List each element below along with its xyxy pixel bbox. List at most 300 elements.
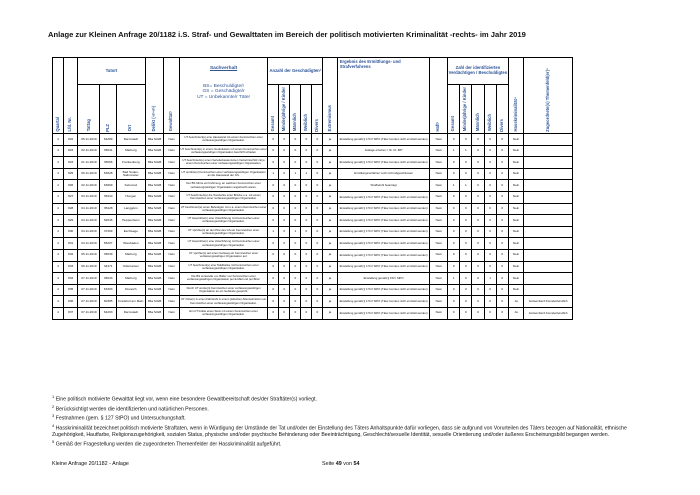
cell-plz: 64646 [100,215,117,227]
cell-v-minderjaehrige: 0 [460,307,472,319]
cell-ort: Frankfurt am Main [117,296,146,308]
cell-lfd-nr: 830 [64,226,78,238]
cell-lfd-nr: 833 [64,261,78,273]
cell-plz: 35041 [100,145,117,157]
cell-v-weiblich: 0 [484,134,496,146]
cell-g-minderjaehrige: 0 [279,134,290,146]
cell-themenfelder [524,203,573,215]
cell-v-minderjaehrige: 0 [460,238,472,250]
cell-quartal: 4 [53,215,64,227]
cell-g-gesamt: 0 [268,284,279,296]
cell-v-divers: 0 [496,296,508,308]
cell-g-gesamt: 0 [268,296,279,308]
cell-v-weiblich: 0 [484,307,496,319]
cell-g-gesamt: 0 [268,180,279,192]
cell-g-divers: 0 [312,284,323,296]
cell-g-gesamt: 0 [268,215,279,227]
cell-v-minderjaehrige: 0 [460,168,472,180]
cell-delikt: 86a StGB [145,307,164,319]
cell-extremismus: ja [323,168,337,180]
cell-plz: 37269 [100,226,117,238]
cell-g-weiblich: 0 [301,203,312,215]
incident-table [52,57,573,320]
cell-v-maennlich: 0 [472,180,484,192]
cell-v-divers: 0 [496,215,508,227]
cell-g-divers: 0 [312,180,323,192]
header-quartal: Quartal [53,58,64,134]
cell-themenfelder [524,273,573,285]
cell-v-weiblich: 0 [484,226,496,238]
cell-lfd-nr: 837 [64,307,78,319]
cell-v-divers: 0 [496,203,508,215]
cell-themenfelder [524,284,573,296]
cell-lfd-nr: 827 [64,191,78,203]
cell-g-minderjaehrige: 0 [279,249,290,261]
cell-gewalttat: Nein [164,180,179,192]
cell-g-maennlich: 0 [290,145,301,157]
cell-v-maennlich: 0 [472,238,484,250]
cell-g-minderjaehrige: 0 [279,215,290,227]
footnote [52,404,652,414]
cell-v-maennlich: 0 [472,191,484,203]
cell-haft: Nein [430,273,448,285]
header-v-minderjaehrige: Minderjährige / Kinder [460,85,472,134]
cell-tattag: 06.11.2019 [78,261,100,273]
cell-v-weiblich: 0 [484,238,496,250]
cell-extremismus: ja [323,157,337,169]
cell-ergebnis: Anklage erhoben = Nr. Nr. 88? [337,145,430,157]
cell-haft: Nein [430,191,448,203]
cell-v-divers: 0 [496,238,508,250]
cell-v-divers: 0 [496,307,508,319]
footnote [52,423,652,439]
cell-ort: Frankenberg [117,157,146,169]
cell-g-minderjaehrige: 0 [279,180,290,192]
cell-hasskriminalitaet: Nein [508,273,523,285]
footnote-number: 1 [52,394,55,399]
cell-g-minderjaehrige: 0 [279,226,290,238]
cell-v-minderjaehrige: 0 [460,296,472,308]
cell-g-weiblich: 0 [301,134,312,146]
cell-ergebnis: Einstellung gemäß § 170 II StPO (Täter konnten nicht ermittelt werden) [337,261,430,273]
footnote-text: Festnahmen (gem. § 127 StPO) und Untersuchungshaft. [55,415,186,422]
cell-lfd-nr: 826 [64,180,78,192]
header-geschaedigte: Anzahl der Geschädigten² [268,58,323,85]
cell-quartal: 4 [53,296,64,308]
cell-extremismus: ja [323,307,337,319]
cell-sachverhalt: UT sprühte(n) an den Pkw des GS ein Kennzeichen einer verfassungswidrigen Organisation. [179,226,267,238]
cell-extremismus: ja [323,145,337,157]
cell-delikt: 86a StGB [145,238,164,250]
cell-v-gesamt: 0 [448,296,460,308]
cell-lfd-nr: 822 [64,134,78,146]
cell-delikt: 86a StGB [145,215,164,227]
cell-sachverhalt: UT beschmiert(e) eine Hauswand mit einem Kennzeichen einer verfassungswidrigen Organisation. [179,134,267,146]
cell-v-weiblich: 0 [484,296,496,308]
cell-delikt: 86a StGB [145,296,164,308]
cell-extremismus: ja [323,261,337,273]
cell-tattag: 02.11.2019 [78,180,100,192]
cell-g-gesamt: 0 [268,145,279,157]
cell-g-minderjaehrige: 0 [279,157,290,169]
cell-plz: 63628 [100,168,117,180]
cell-delikt: 86a StGB [145,134,164,146]
cell-themenfelder [524,157,573,169]
cell-sachverhalt: UT beschmiert(e) einen Befestigter mit u.a. einem Kennzeichen einer verfassungswidrigen Organisation. [179,203,267,215]
cell-g-divers: 0 [312,203,323,215]
cell-plz: 64289 [100,134,117,146]
cell-v-gesamt: 0 [448,168,460,180]
header-g-divers: Divers [312,85,323,134]
header-g-minderjaehrige: Minderjährige / Kinder [279,85,290,134]
cell-g-minderjaehrige: 0 [279,145,290,157]
cell-g-maennlich: 0 [290,273,301,285]
cell-extremismus: ja [323,284,337,296]
cell-g-gesamt: 0 [268,261,279,273]
cell-hasskriminalitaet: Nein [508,215,523,227]
cell-sachverhalt: UT sprühte(n) auf einen Gehweg ein Kennzeichen einer verfassungswidrigen Organisation auf. [179,249,267,261]
cell-lfd-nr: 825 [64,168,78,180]
cell-g-gesamt: 1 [268,226,279,238]
cell-plz: 63303 [100,284,117,296]
cell-v-maennlich: 0 [472,296,484,308]
cell-themenfelder [524,191,573,203]
cell-v-divers: 0 [496,284,508,296]
cell-quartal: 4 [53,157,64,169]
cell-delikt: 86a StGB [145,203,164,215]
cell-v-gesamt: 0 [448,284,460,296]
footnote-number: 5 [52,439,55,445]
cell-sachverhalt: UT ritzte(n) in einen Fahrstuhl in einem jüdischen Altenwohnheim ein Kennzeichen einer verfassungswidrigen Organisation. [179,296,267,308]
cell-themenfelder [524,261,573,273]
cell-g-divers: 0 [312,226,323,238]
cell-sachverhalt: UT beschmiert(e) eine Tafelbänke mit Kennzeichen einer verfassungswidrigen Organisation. [179,261,267,273]
cell-delikt: 86a StGB [145,249,164,261]
cell-v-divers: 0 [496,249,508,261]
cell-hasskriminalitaet: Nein [508,249,523,261]
footnote [52,413,652,423]
cell-v-gesamt: 0 [448,307,460,319]
cell-tattag: 02.11.2019 [78,145,100,157]
cell-g-gesamt: 1 [268,168,279,180]
cell-haft: Nein [430,203,448,215]
cell-g-weiblich: 0 [301,296,312,308]
cell-v-divers: 0 [496,273,508,285]
cell-v-maennlich: 0 [472,284,484,296]
cell-ergebnis: Einstellung gemäß § 170 II StPO (Täter konnten nicht ermittelt werden) [337,226,430,238]
cell-sachverhalt: Durch UT wurde(n) Kennzeichen einer verfassungswidrigen Organisation an ein Gebäude gesprüht. [179,284,267,296]
cell-ort: Hungen [117,191,146,203]
cell-ergebnis: Strafbefehl beantragt [337,180,430,192]
cell-delikt: 86a StGB [145,284,164,296]
cell-ergebnis: Einstellung gemäß § 170 II StPO (Täter konnten nicht ermittelt werden) [337,191,430,203]
cell-g-minderjaehrige: 0 [279,191,290,203]
cell-g-weiblich: 0 [301,226,312,238]
cell-v-divers: 0 [496,134,508,146]
table-row [53,180,573,192]
cell-haft: Nein [430,238,448,250]
cell-quartal: 4 [53,134,64,146]
table-row [53,203,573,215]
table-row [53,284,573,296]
cell-quartal: 4 [53,180,64,192]
cell-ergebnis: Einstellung gemäß § 170 II StPO (Täter konnten nicht ermittelt werden) [337,249,430,261]
cell-lfd-nr: 823 [64,145,78,157]
cell-g-gesamt: 0 [268,273,279,285]
cell-v-maennlich: 0 [472,307,484,319]
cell-v-weiblich: 0 [484,180,496,192]
cell-extremismus: ja [323,296,337,308]
cell-hasskriminalitaet: Nein [508,191,523,203]
cell-delikt: 86a StGB [145,226,164,238]
cell-g-divers: 0 [312,238,323,250]
cell-tattag: 03.11.2019 [78,191,100,203]
cell-g-gesamt: 0 [268,191,279,203]
cell-g-maennlich: 0 [290,180,301,192]
cell-g-gesamt: 0 [268,157,279,169]
cell-delikt: 86a StGB [145,261,164,273]
cell-hasskriminalitaet: Nein [508,157,523,169]
cell-g-weiblich: 0 [301,261,312,273]
cell-quartal: 4 [53,203,64,215]
cell-ort: Marburg [117,145,146,157]
cell-ort: Marburg [117,249,146,261]
cell-ort: Kefenrod [117,180,146,192]
cell-g-minderjaehrige: 0 [279,203,290,215]
cell-g-gesamt: 0 [268,307,279,319]
cell-extremismus: ja [323,180,337,192]
header-plz: PLZ [100,85,117,134]
cell-g-gesamt: 0 [268,238,279,250]
cell-v-gesamt: 1 [448,180,460,192]
cell-v-minderjaehrige: 0 [460,284,472,296]
cell-v-minderjaehrige: 0 [460,134,472,146]
cell-extremismus: ja [323,134,337,146]
cell-haft: Nein [430,145,448,157]
cell-lfd-nr: 836 [64,296,78,308]
cell-g-minderjaehrige: 0 [279,284,290,296]
footnote-text: Berücksichtigt werden die identifizierten und natürlichen Personen. [55,406,209,413]
cell-gewalttat: Nein [164,203,179,215]
cell-extremismus: ja [323,273,337,285]
cell-sachverhalt: UT besprühte(n) eine Unterführung mit Kennzeichen einer verfassungswidrigen Organisation. [179,215,267,227]
cell-quartal: 4 [53,249,64,261]
sachverhalt-title: Sachverhalt [209,66,238,71]
sachverhalt-legend-gs: GS = Geschädigte/r [202,89,245,95]
cell-sachverhalt: UT sprühte(n) Kennzeichen einer verfassungswidrigen Organisation an die Hauswand der GS. [179,168,267,180]
cell-v-weiblich: 1 [484,273,496,285]
cell-extremismus: ja [323,238,337,250]
cell-ergebnis: Einstellung gemäß § 170 II StPO (Täter konnten nicht ermittelt werden) [337,134,430,146]
cell-v-gesamt: 0 [448,226,460,238]
cell-v-minderjaehrige: 0 [460,215,472,227]
cell-g-weiblich: 0 [301,249,312,261]
sachverhalt-legend-ut: UT = Unbekannte/r Täter [197,94,251,100]
cell-gewalttat: Nein [164,296,179,308]
cell-hasskriminalitaet: Nein [508,261,523,273]
header-gewalttat: Gewalttat¹ [164,58,179,134]
cell-haft: Nein [430,168,448,180]
cell-quartal: 4 [53,168,64,180]
cell-g-gesamt: 0 [268,249,279,261]
cell-v-minderjaehrige: 0 [460,157,472,169]
cell-g-maennlich: 1 [290,226,301,238]
cell-g-divers: 0 [312,157,323,169]
cell-gewalttat: Nein [164,284,179,296]
cell-quartal: 4 [53,145,64,157]
cell-g-weiblich: 0 [301,215,312,227]
header-g-weiblich: Weiblich [301,85,312,134]
cell-gewalttat: Nein [164,307,179,319]
cell-hasskriminalitaet: Nein [508,226,523,238]
cell-haft: Nein [430,226,448,238]
cell-v-maennlich: 0 [472,145,484,157]
cell-themenfelder [524,145,573,157]
cell-haft: Nein [430,261,448,273]
table-row [53,273,573,285]
cell-g-divers: 0 [312,215,323,227]
cell-haft: Nein [430,249,448,261]
cell-ort: Darmstadt [117,134,146,146]
cell-tattag: 04.11.2019 [78,226,100,238]
cell-tattag: 05.11.2019 [78,134,100,146]
cell-v-maennlich: 0 [472,249,484,261]
cell-gewalttat: Nein [164,226,179,238]
footnotes [52,394,652,449]
cell-gewalttat: Nein [164,249,179,261]
cell-lfd-nr: 828 [64,203,78,215]
cell-v-divers: 0 [496,157,508,169]
cell-v-maennlich: 0 [472,273,484,285]
cell-ergebnis: Ermittlungsverfahren noch nicht abgeschlossen [337,168,430,180]
cell-lfd-nr: 834 [64,273,78,285]
cell-plz: 35039 [100,249,117,261]
cell-v-maennlich: 0 [472,157,484,169]
cell-plz: 65207 [100,238,117,250]
cell-g-maennlich: 0 [290,215,301,227]
cell-g-maennlich: 0 [290,134,301,146]
cell-ort: Marburg [117,273,146,285]
cell-plz: 34471 [100,261,117,273]
cell-themenfelder [524,215,573,227]
cell-themenfelder [524,249,573,261]
cell-v-gesamt: 0 [448,191,460,203]
cell-hasskriminalitaet: Nein [508,238,523,250]
cell-gewalttat: Nein [164,273,179,285]
cell-v-gesamt: 0 [448,157,460,169]
cell-g-minderjaehrige: 0 [279,296,290,308]
cell-v-minderjaehrige: 0 [460,203,472,215]
cell-v-divers: 0 [496,145,508,157]
cell-themenfelder [524,180,573,192]
cell-tattag: 06.11.2019 [78,168,100,180]
cell-v-weiblich: 0 [484,249,496,261]
cell-ergebnis: Einstellung gemäß § 170 II StPO (Täter konnten nicht ermittelt werden) [337,157,430,169]
cell-quartal: 4 [53,307,64,319]
header-v-weiblich: Weiblich [484,85,496,134]
cell-v-gesamt: 0 [448,215,460,227]
table-row [53,261,573,273]
cell-g-weiblich: 1 [301,168,312,180]
cell-v-divers: 0 [496,261,508,273]
cell-lfd-nr: 835 [64,284,78,296]
cell-v-maennlich: 0 [472,134,484,146]
cell-themenfelder: Antisemitisch Fremdenfeindlich [524,307,573,319]
cell-quartal: 4 [53,261,64,273]
cell-g-gesamt: 0 [268,203,279,215]
cell-g-weiblich: 0 [301,284,312,296]
table-row [53,134,573,146]
cell-g-weiblich: 0 [301,157,312,169]
cell-quartal: 4 [53,226,64,238]
cell-plz: 35043 [100,273,117,285]
cell-gewalttat: Nein [164,191,179,203]
header-ort: Ort [117,85,146,134]
cell-g-minderjaehrige: 0 [279,273,290,285]
cell-tattag: 07.11.2019 [78,307,100,319]
header-v-divers: Divers [496,85,508,134]
header-ergebnis: Ergebnis des Ermittlungs- und Strafverfahrens [337,58,430,134]
cell-sachverhalt: UT besprühte(n) eine Unterführung mit Kennzeichen einer verfassungswidrigen Organisation. [179,238,267,250]
cell-ort: Wiesbaden [117,238,146,250]
cell-hasskriminalitaet: Nein [508,180,523,192]
cell-gewalttat: Nein [164,238,179,250]
cell-ergebnis: Einstellung gemäß § 170 II StPO (Täter konnten nicht ermittelt werden) [337,238,430,250]
footnote [52,394,652,404]
cell-ort: Heppenheim [117,215,146,227]
incident-table-wrapper [52,57,573,320]
cell-hasskriminalitaet: Nein [508,203,523,215]
cell-v-weiblich: 0 [484,215,496,227]
cell-hasskriminalitaet: Nein [508,168,523,180]
cell-gewalttat: Nein [164,168,179,180]
cell-v-weiblich: 0 [484,157,496,169]
cell-themenfelder [524,226,573,238]
footer-document-label: Kleine Anfrage 20/1182 - Anlage [52,461,129,467]
cell-v-divers: 0 [496,180,508,192]
header-tattag: Tattag [78,85,100,134]
cell-delikt: 86a StGB [145,273,164,285]
cell-tattag: 04.11.2019 [78,215,100,227]
cell-delikt: 86a StGB [145,168,164,180]
cell-tattag: 07.11.2019 [78,284,100,296]
cell-hasskriminalitaet: Ja [508,296,523,308]
cell-lfd-nr: 832 [64,249,78,261]
cell-v-minderjaehrige: 0 [460,191,472,203]
cell-g-divers: 0 [312,145,323,157]
cell-lfd-nr: 824 [64,157,78,169]
footnote-text: Gemäß der Fragestellung werden die zugeordneten Themenfelder der Hasskriminalität aufgeführt. [55,441,282,448]
cell-haft: Nein [430,180,448,192]
cell-sachverhalt: Ein UT bulkte einen Stein mit einem Kennzeichen einer verfassungswidrigen Organisation. [179,307,267,319]
cell-v-gesamt: 1 [448,273,460,285]
page-title: Anlage zur Kleinen Anfrage 20/1182 i.S. Straf- und Gewalttaten im Bereich der politisch motivierten Kriminalität -rechts- im Jahr 2019 [48,30,526,39]
cell-v-gesamt: 0 [448,203,460,215]
cell-sachverhalt: UT beschmiert(e) in einem Gedenkstein mit einem Kennzeichen einer verfassungswidrigen Organisation beschrift schaden [179,145,267,157]
cell-themenfelder: Antisemitisch Fremdenfeindlich [524,296,573,308]
table-row [53,157,573,169]
cell-v-maennlich: 0 [472,215,484,227]
cell-v-minderjaehrige: 1 [460,180,472,192]
cell-g-maennlich: 0 [290,296,301,308]
cell-v-divers: 0 [496,168,508,180]
cell-v-minderjaehrige: 0 [460,273,472,285]
header-haft: Haft³ [430,58,448,134]
table-row [53,168,573,180]
cell-v-weiblich: 0 [484,191,496,203]
header-zugeordnete-themenfelder: Zugeordnete(s) Themenfeld(er)⁵ [524,58,573,134]
cell-g-gesamt: 0 [268,134,279,146]
